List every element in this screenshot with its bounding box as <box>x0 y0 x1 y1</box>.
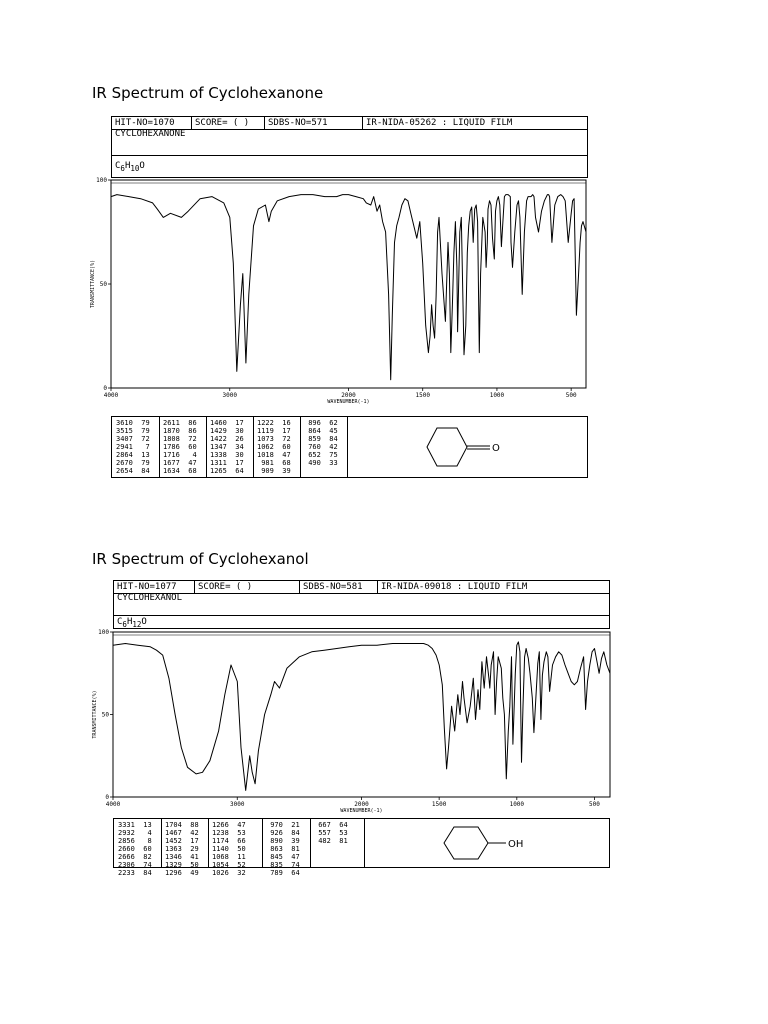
sdbs-number: SDBS-NO=571 <box>268 118 328 128</box>
x-tick-label: 500 <box>565 392 577 399</box>
peak-column: 3331 13 2932 4 2856 8 2660 60 2666 82 2306 74 2233 84 <box>118 821 152 877</box>
x-axis-label: WAVENUMBER(-1) <box>327 399 370 405</box>
cyclohexanone-structure <box>412 423 522 471</box>
x-tick-label: 2000 <box>354 801 369 808</box>
peak-divider <box>262 819 263 867</box>
peak-column: 1266 47 1238 53 1174 66 1140 50 1068 11 1054 52 1026 32 <box>212 821 246 877</box>
spectrum-trace <box>113 642 610 791</box>
y-tick-label: 100 <box>96 177 107 184</box>
header-id-row <box>114 581 609 594</box>
y-axis-label: TRANSMITTANCE(%) <box>92 690 98 739</box>
peak-divider <box>206 417 207 477</box>
peak-divider <box>208 819 209 867</box>
sdbs-number: SDBS-NO=581 <box>303 582 363 592</box>
hit-number: HIT-NO=1070 <box>115 118 175 128</box>
y-tick-label: 0 <box>105 794 109 801</box>
peak-divider <box>253 417 254 477</box>
peak-column: 1704 88 1467 42 1452 17 1363 29 1346 41 1329 50 1296 49 <box>165 821 199 877</box>
peak-divider <box>310 819 311 867</box>
carbonyl-oxygen-label: O <box>492 443 500 454</box>
section-title-cyclohexanol: IR Spectrum of Cyclohexanol <box>92 550 309 568</box>
peak-table-2 <box>113 818 610 877</box>
x-axis-label: WAVENUMBER(-1) <box>340 808 383 814</box>
peak-column: 2611 86 1870 86 1808 72 1786 60 1716 4 1677 47 1634 68 <box>163 419 197 475</box>
peak-divider <box>159 417 160 477</box>
peak-column: 1222 16 1119 17 1073 72 1062 60 1018 47 981 68 909 39 <box>257 419 291 475</box>
x-tick-label: 3000 <box>222 392 237 399</box>
molecular-formula: $C_6H_{10}O$ <box>115 161 145 173</box>
peak-column: 970 21 926 84 890 39 863 81 845 47 835 74 789 64 <box>270 821 300 877</box>
y-tick-label: 100 <box>98 629 109 636</box>
header-divider-line <box>114 615 609 616</box>
x-tick-label: 2000 <box>341 392 356 399</box>
x-tick-label: 500 <box>589 801 600 808</box>
molecular-formula: $C_6H_{12}O$ <box>117 617 147 629</box>
plot-frame <box>111 180 586 388</box>
peak-column: 896 62 864 45 859 84 760 42 652 75 490 33 <box>308 419 338 467</box>
score: SCORE= ( ) <box>198 582 253 592</box>
compound-name: CYCLOHEXANONE <box>115 129 186 139</box>
compound-name: CYCLOHEXANOL <box>117 593 183 603</box>
x-tick-label: 1000 <box>489 392 505 399</box>
section-title-cyclohexanone: IR Spectrum of Cyclohexanone <box>92 84 324 102</box>
ir-spectrum-chart-2 <box>90 627 615 814</box>
peak-column: 1460 17 1429 30 1422 26 1347 34 1338 30 1311 17 1265 64 <box>210 419 244 475</box>
plot-frame <box>113 632 610 797</box>
nida-info: IR-NIDA-05262 : LIQUID FILM <box>366 118 513 128</box>
spectrum-trace <box>111 195 586 380</box>
peak-column: 667 64 557 53 482 81 <box>318 821 348 845</box>
y-tick-label: 50 <box>101 711 109 719</box>
hit-number: HIT-NO=1077 <box>117 582 177 592</box>
x-tick-label: 3000 <box>230 801 245 808</box>
peak-divider <box>347 417 348 477</box>
nida-info: IR-NIDA-09018 : LIQUID FILM <box>381 582 528 592</box>
hydroxyl-label: OH <box>508 839 524 850</box>
header-divider-line <box>112 155 587 156</box>
peak-divider <box>364 819 365 867</box>
peak-column: 3610 79 3515 79 3407 72 2941 7 2864 13 2670 79 2654 84 <box>116 419 150 475</box>
x-tick-label: 1500 <box>415 392 430 399</box>
x-tick-label: 4000 <box>103 392 119 399</box>
x-tick-label: 4000 <box>105 801 121 808</box>
cyclohexanol-structure <box>434 823 544 863</box>
peak-divider <box>300 417 301 477</box>
score: SCORE= ( ) <box>195 118 250 128</box>
spectrum-header-2 <box>113 580 610 629</box>
spectrum-header-1 <box>111 116 588 178</box>
y-tick-label: 50 <box>99 281 107 288</box>
y-axis-label: TRANSMITTANCE(%) <box>90 259 96 309</box>
peak-table-1 <box>111 416 588 478</box>
x-tick-label: 1500 <box>431 801 447 808</box>
peak-divider <box>161 819 162 867</box>
y-tick-label: 0 <box>103 385 107 392</box>
x-tick-label: 1000 <box>509 801 525 808</box>
ir-spectrum-chart-1 <box>88 176 593 404</box>
